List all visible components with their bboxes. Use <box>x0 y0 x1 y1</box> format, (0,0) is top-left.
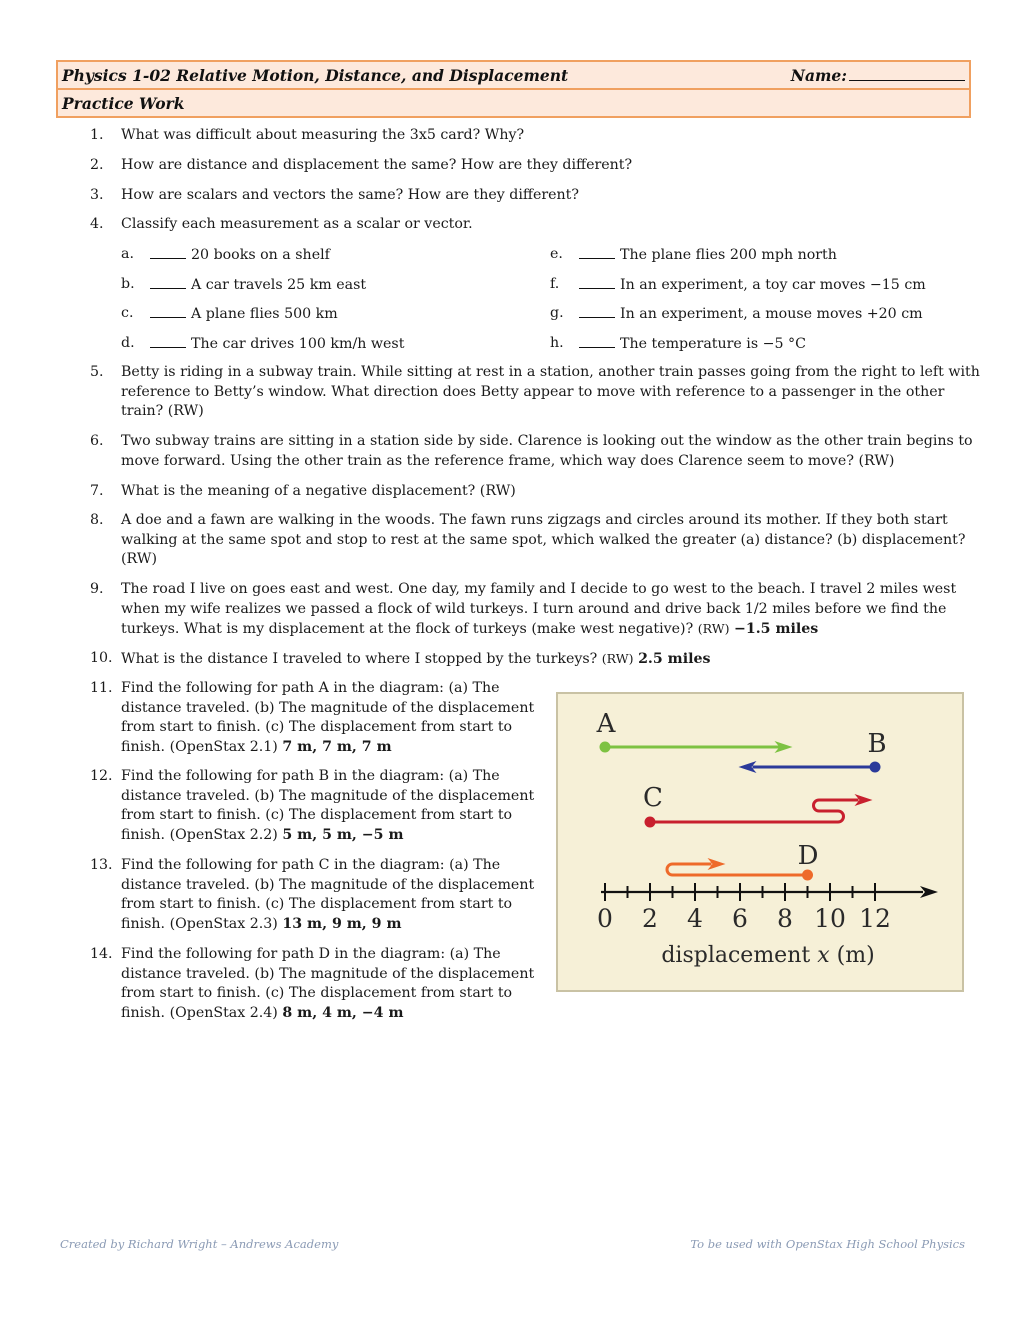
question-text-line <box>121 402 204 422</box>
question-text-line <box>121 432 973 452</box>
question-text-line <box>121 806 512 826</box>
question-text: Betty is riding in a subway train. While sitting at rest in a station, another train passes going from the right to left with <box>121 364 980 380</box>
rw-tag: (RW) <box>601 651 634 666</box>
question-number: 1. <box>90 127 104 143</box>
axis-tick-label: 6 <box>732 904 748 933</box>
question-text: walking at the same spot and stop to rest at the same spot, which walked the greater (a) distance? (b) displacement? <box>121 531 966 548</box>
question-text-line <box>121 126 524 146</box>
item-label: d. <box>121 334 135 351</box>
question-number: 3. <box>90 187 104 203</box>
question-number: 7. <box>90 483 104 499</box>
path-a-start-dot <box>600 742 611 753</box>
question-text-line <box>121 1004 404 1024</box>
question-text: How are distance and displacement the same? How are they different? <box>121 157 633 173</box>
path-label-c: C <box>643 783 663 813</box>
answer: 8 m, 4 m, −4 m <box>282 1005 404 1022</box>
question-number: 8. <box>90 512 104 528</box>
path-c-start-dot <box>645 817 656 828</box>
question-text-line <box>121 452 894 472</box>
diagram-svg <box>558 694 962 990</box>
answer-blank[interactable] <box>579 304 615 318</box>
question-text: finish. (OpenStax 2.1) <box>121 739 278 756</box>
name-blank[interactable] <box>849 66 965 81</box>
question-text-line <box>121 767 500 787</box>
question-text-line <box>121 738 392 758</box>
question-text: train? (RW) <box>121 403 204 420</box>
question-text-line <box>121 649 711 670</box>
question-text-line <box>121 482 516 502</box>
question-text-line <box>121 215 473 235</box>
question-number: 5. <box>90 364 104 380</box>
item-text: The temperature is −5 °C <box>620 335 807 352</box>
question-number: 4. <box>90 216 104 232</box>
question-text: What is the meaning of a negative displacement? (RW) <box>121 483 516 499</box>
question-text-line <box>121 619 818 640</box>
item-label: c. <box>121 305 134 322</box>
question-text: Find the following for path A in the diagram: (a) The <box>121 680 500 696</box>
item-label: h. <box>550 334 564 351</box>
footer-right: To be used with OpenStax High School Physics <box>690 1237 965 1251</box>
item-label: a. <box>121 246 134 262</box>
question-text-line <box>121 915 401 935</box>
question-text: distance traveled. (b) The magnitude of the displacement <box>121 876 535 893</box>
question-text: distance traveled. (b) The magnitude of the displacement <box>121 965 535 982</box>
question-text: How are scalars and vectors the same? How are they different? <box>121 187 579 203</box>
displacement-diagram <box>556 692 964 992</box>
question-text-line <box>121 895 512 915</box>
question-text: finish. (OpenStax 2.3) <box>121 916 278 933</box>
item-text: The car drives 100 km/h west <box>191 335 405 352</box>
question-text: from start to finish. (c) The displacement from start to <box>121 807 513 824</box>
question-text-line <box>121 826 404 846</box>
question-text: move forward. Using the other train as the reference frame, which way does Clarence seem to move? (RW) <box>121 452 895 469</box>
question-text: (RW) <box>121 551 158 568</box>
question-text-line <box>121 580 956 600</box>
question-text-line <box>121 856 500 876</box>
path-label-a: A <box>596 709 616 739</box>
question-text: A doe and a fawn are walking in the woods. The fawn runs zigzags and circles around its mother. If they both start <box>121 512 948 528</box>
question-text: Classify each measurement as a scalar or vector. <box>121 216 473 232</box>
answer-blank[interactable] <box>579 275 615 289</box>
question-text: finish. (OpenStax 2.4) <box>121 1005 278 1022</box>
answer-blank[interactable] <box>579 245 615 259</box>
question-number: 10. <box>90 650 113 666</box>
question-number: 11. <box>90 680 113 696</box>
path-label-b: B <box>867 729 887 759</box>
item-label: b. <box>121 275 135 292</box>
answer-blank[interactable] <box>150 245 186 259</box>
question-text-line <box>121 945 501 965</box>
answer: −1.5 miles <box>733 621 819 638</box>
question-text-line <box>121 550 157 570</box>
item-text: A car travels 25 km east <box>191 276 367 293</box>
question-text: distance traveled. (b) The magnitude of the displacement <box>121 699 535 716</box>
path-c-line <box>650 800 859 822</box>
question-text: The road I live on goes east and west. One day, my family and I decide to go west to the beach. I travel 2 miles west <box>121 581 957 597</box>
answer: 13 m, 9 m, 9 m <box>282 916 402 933</box>
question-text: Find the following for path C in the diagram: (a) The <box>121 857 501 873</box>
axis-tick-label: 12 <box>859 904 891 933</box>
question-text: from start to finish. (c) The displacement from start to <box>121 896 513 913</box>
question-text: What is the distance I traveled to where I stopped by the turkeys? <box>121 651 598 667</box>
answer-blank[interactable] <box>150 334 186 348</box>
item-label: e. <box>550 246 563 262</box>
question-text: finish. (OpenStax 2.2) <box>121 827 278 844</box>
title-row <box>58 62 969 88</box>
question-text: distance traveled. (b) The magnitude of the displacement <box>121 787 535 804</box>
path-label-d: D <box>797 841 819 871</box>
rw-tag: (RW) <box>697 621 730 637</box>
question-number: 14. <box>90 946 113 962</box>
item-text: In an experiment, a mouse moves +20 cm <box>620 306 923 323</box>
axis-tick-label: 2 <box>642 904 658 933</box>
question-text: from start to finish. (c) The displacement from start to <box>121 985 513 1002</box>
question-text-line <box>121 718 512 738</box>
question-text-line <box>121 876 534 896</box>
path-d-line <box>667 864 808 875</box>
section-title: Practice Work <box>62 93 185 113</box>
question-text-line <box>121 679 500 699</box>
question-number: 6. <box>90 433 104 449</box>
question-text-line <box>121 984 512 1004</box>
answer-blank[interactable] <box>150 275 186 289</box>
axis-tick-label: 10 <box>814 904 846 933</box>
question-text: reference to Betty’s window. What direction does Betty appear to move with reference to a passenger in the other <box>121 383 945 400</box>
footer-left: Created by Richard Wright – Andrews Academy <box>60 1237 339 1251</box>
item-text: A plane flies 500 km <box>191 306 338 323</box>
path-d-start-dot <box>802 870 813 881</box>
question-text-line <box>121 511 948 531</box>
answer-blank[interactable] <box>150 304 186 318</box>
worksheet-header <box>56 60 971 118</box>
question-text-line <box>121 186 579 206</box>
item-label: g. <box>550 305 564 322</box>
name-field[interactable] <box>791 66 965 85</box>
section-row <box>58 88 969 116</box>
question-text: Find the following for path B in the diagram: (a) The <box>121 768 500 784</box>
question-text: when my wife realizes we passed a flock of wild turkeys. I turn around and drive back 1/2 miles before we find the <box>121 600 947 617</box>
answer: 7 m, 7 m, 7 m <box>282 739 392 756</box>
question-text: Two subway trains are sitting in a station side by side. Clarence is looking out the window as the other train begins to <box>121 433 973 449</box>
worksheet-title: Physics 1-02 Relative Motion, Distance, and Displacement <box>62 65 569 85</box>
answer: 5 m, 5 m, −5 m <box>282 827 404 844</box>
answer-blank[interactable] <box>579 334 615 348</box>
question-text-line <box>121 383 944 403</box>
axis-tick-label: 8 <box>777 904 793 933</box>
question-text: turkeys. What is my displacement at the flock of turkeys (make west negative)? <box>121 621 694 638</box>
item-text: The plane flies 200 mph north <box>620 247 837 263</box>
question-number: 12. <box>90 768 113 784</box>
axis-tick-label: 0 <box>597 904 613 933</box>
question-text: from start to finish. (c) The displacement from start to <box>121 719 513 736</box>
answer: 2.5 miles <box>638 651 711 667</box>
question-text-line <box>121 699 534 719</box>
item-text: In an experiment, a toy car moves −15 cm <box>620 276 926 293</box>
question-text-line <box>121 156 632 176</box>
question-text-line <box>121 531 965 551</box>
axis-label: displacement x (m) <box>661 943 875 968</box>
item-label: f. <box>550 275 560 292</box>
question-text-line <box>121 363 980 383</box>
name-label: Name: <box>790 65 847 85</box>
question-text-line <box>121 787 534 807</box>
question-number: 13. <box>90 857 113 873</box>
question-text: What was difficult about measuring the 3x5 card? Why? <box>121 127 525 143</box>
path-b-start-dot <box>870 762 881 773</box>
item-text: 20 books on a shelf <box>191 247 330 263</box>
question-text-line <box>121 600 946 620</box>
question-number: 2. <box>90 157 104 173</box>
axis-tick-label: 4 <box>687 904 703 933</box>
question-number: 9. <box>90 581 104 597</box>
question-text: Find the following for path D in the diagram: (a) The <box>121 946 501 962</box>
question-text-line <box>121 965 534 985</box>
